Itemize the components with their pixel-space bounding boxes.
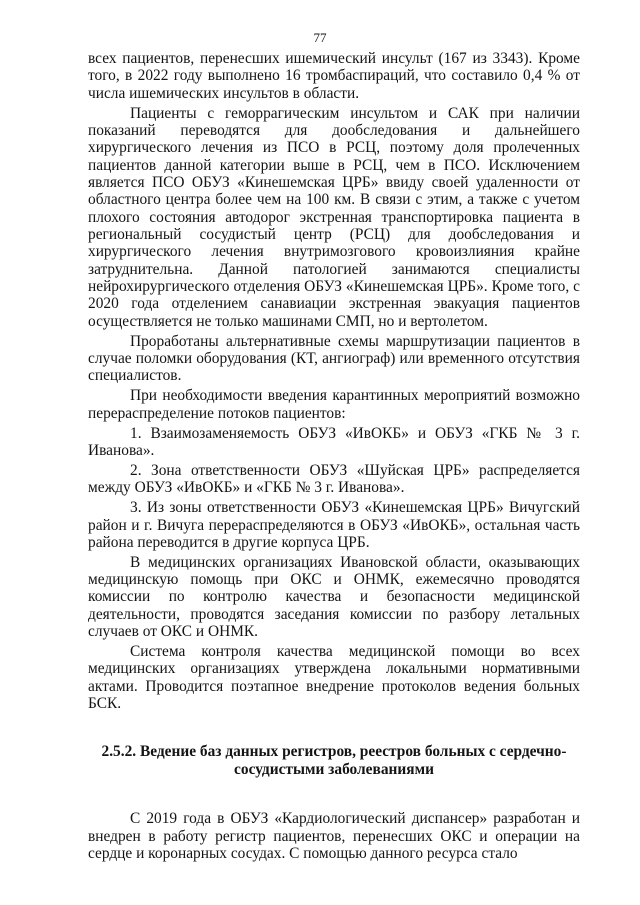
paragraph: В медицинских организациях Ивановской области, оказывающих медицинскую помощь при ОКС и ОНМК, ежемесячно проводятся комиссии по контролю качества и безопасности медицинской деятельности, проводятся заседания комиссии по разбору летальных случаев от ОКС и ОНМК. xyxy=(88,553,580,641)
section-heading: 2.5.2. Ведение баз данных регистров, реестров больных с сердечно-сосудистыми заболеваниями xyxy=(101,743,567,779)
paragraph: всех пациентов, перенесших ишемический инсульт (167 из 3343). Кроме того, в 2022 году выполнено 16 тромбаспираций, что составило 0,4 % от числа ишемических инсультов в области. xyxy=(88,50,580,102)
list-item: 3. Из зоны ответственности ОБУЗ «Кинешемская ЦРБ» Вичугский район и г. Вичуга перераспределяются в ОБУЗ «ИвОКБ», остальная часть района переводится в другие корпуса ЦРБ. xyxy=(88,499,580,551)
paragraph: Проработаны альтернативные схемы маршрутизации пациентов в случае поломки оборудования (КТ, ангиограф) или временного отсутствия специалистов. xyxy=(88,332,580,385)
paragraph: С 2019 года в ОБУЗ «Кардиологический диспансер» разработан и внедрен в работу регистр пациентов, перенесших ОКС и операции на сердце и коронарных сосудах. С помощью данного ресурса стало xyxy=(88,810,580,863)
paragraph: Система контроля качества медицинской помощи во всех медицинских организациях утверждена локальными нормативными актами. Проводится поэтапное внедрение протоколов ведения больных БСК. xyxy=(88,643,580,713)
paragraph: При необходимости введения карантинных мероприятий возможно перераспределение потоков пациентов: xyxy=(88,387,580,422)
document-body xyxy=(88,50,580,865)
list-item: 1. Взаимозаменяемость ОБУЗ «ИвОКБ» и ОБУЗ «ГКБ № 3 г. Иванова». xyxy=(88,424,580,459)
page-number: 77 xyxy=(313,30,327,45)
list-item: 2. Зона ответственности ОБУЗ «Шуйская ЦРБ» распределяется между ОБУЗ «ИвОКБ» и «ГКБ № 3 г. Иванова». xyxy=(88,461,580,497)
paragraph: Пациенты с геморрагическим инсультом и САК при наличии показаний переводятся для дообследования и дальнейшего хирургического лечения из ПСО в РСЦ, поэтому доля пролеченных пациентов данной категории выше в РСЦ, чем в ПСО. Исключением является ПСО ОБУЗ «Кинешемская ЦРБ» ввиду своей удаленности от областного центра более чем на 100 км. В связи с этим, а также с учетом плохого состояния автодорог экстренная транспортировка пациента в региональный сосудистый центр (РСЦ) для дообследования и хирургического лечения внутримозгового кровоизлияния крайне затруднительна. Данной патологией занимаются специалисты нейрохирургического отделения ОБУЗ «Кинешемская ЦРБ». Кроме того, с 2020 года отделением санавиации экстренная эвакуация пациентов осуществляется не только машинами СМП, но и вертолетом. xyxy=(88,104,580,330)
